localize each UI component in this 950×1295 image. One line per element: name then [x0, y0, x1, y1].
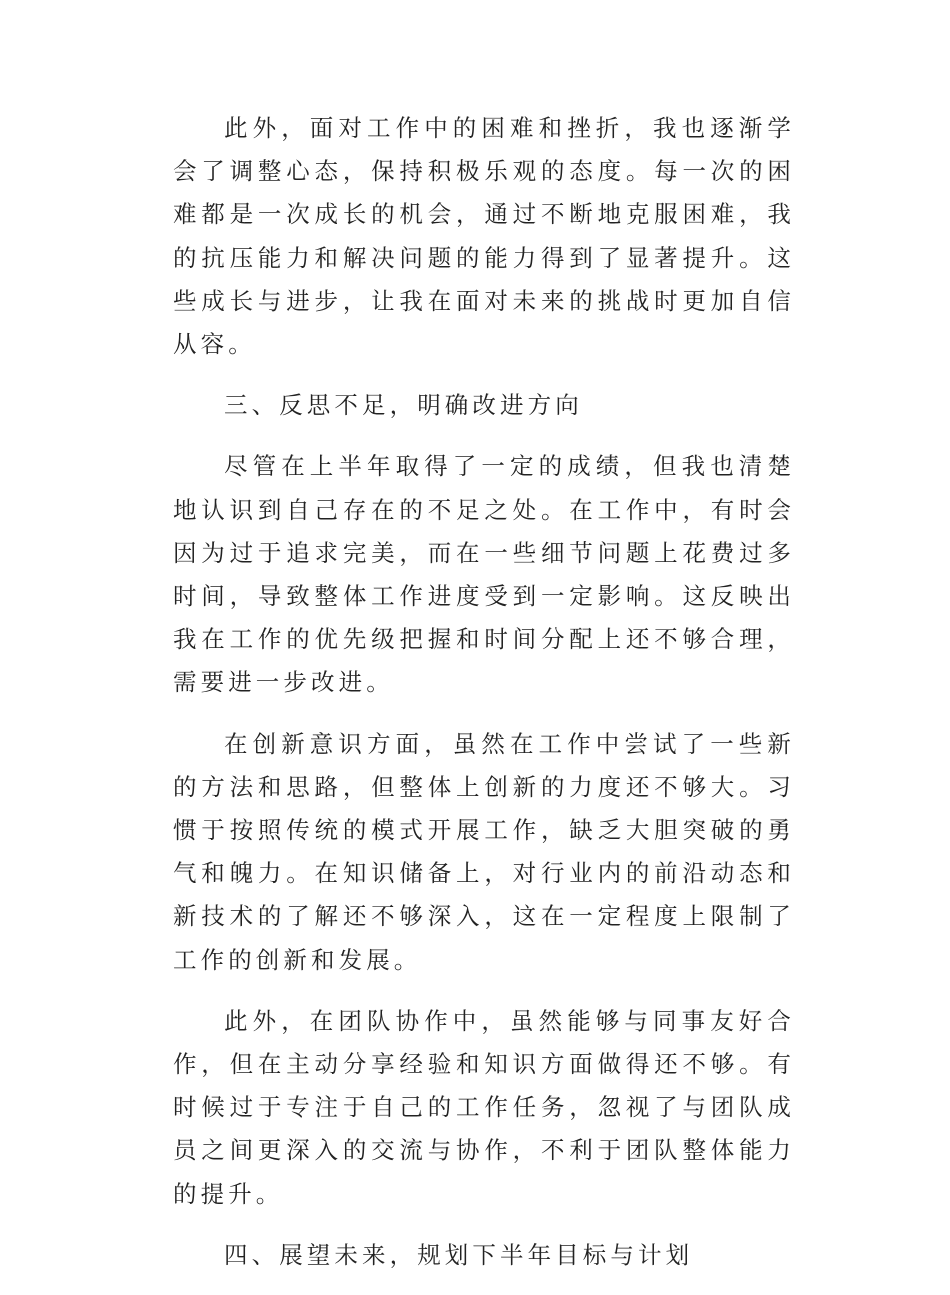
document-body: [173, 107, 795, 1295]
paragraph-innovation: 在创新意识方面，虽然在工作中尝试了一些新的方法和思路，但整体上创新的力度还不够大。习惯于按照传统的模式开展工作，缺乏大胆突破的勇气和魄力。在知识储备上，对行业内的前沿动态和新技术的了解还不够深入，这在一定程度上限制了工作的创新和发展。: [173, 729, 795, 974]
paragraph-growth-mindset: 此外，面对工作中的困难和挫折，我也逐渐学会了调整心态，保持积极乐观的态度。每一次的困难都是一次成长的机会，通过不断地克服困难，我的抗压能力和解决问题的能力得到了显著提升。这些成长与进步，让我在面对未来的挑战时更加自信从容。: [173, 114, 795, 359]
section-heading-4: 四、展望未来，规划下半年目标与计划: [224, 1240, 694, 1269]
paragraph-shortcomings: 尽管在上半年取得了一定的成绩，但我也清楚地认识到自己存在的不足之处。在工作中，有时会因为过于追求完美，而在一些细节问题上花费过多时间，导致整体工作进度受到一定影响。这反映出我在工作的优先级把握和时间分配上还不够合理，需要进一步改进。: [173, 452, 795, 697]
paragraph-teamwork: 此外，在团队协作中，虽然能够与同事友好合作，但在主动分享经验和知识方面做得还不够。有时候过于专注于自己的工作任务，忽视了与团队成员之间更深入的交流与协作，不利于团队整体能力的提升。: [173, 1006, 795, 1208]
section-heading-3: 三、反思不足，明确改进方向: [224, 391, 583, 420]
